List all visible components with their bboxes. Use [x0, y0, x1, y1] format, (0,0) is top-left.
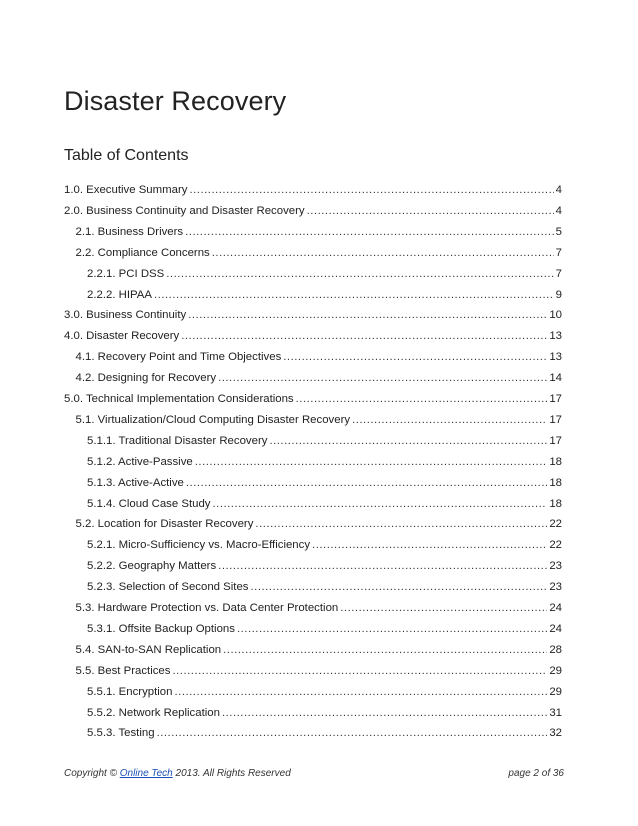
toc-entry-label: 5.5.2. Network Replication — [87, 706, 220, 719]
online-tech-link[interactable]: Online Tech — [119, 768, 173, 779]
toc-leader-dots — [185, 225, 554, 239]
toc-leader-dots — [296, 392, 548, 406]
toc-entry[interactable] — [64, 175, 562, 197]
toc-entry[interactable] — [76, 217, 563, 239]
toc-leader-dots — [195, 455, 548, 469]
toc-entry[interactable] — [76, 635, 563, 657]
toc-entry-page: 10 — [549, 309, 562, 322]
toc-entry[interactable] — [87, 468, 562, 490]
toc-leader-dots — [352, 413, 547, 427]
toc-leader-dots — [255, 517, 547, 531]
toc-entry[interactable] — [87, 447, 562, 469]
toc-entry[interactable] — [87, 551, 562, 573]
toc-entry-page: 4 — [555, 204, 562, 217]
toc-leader-dots — [237, 622, 547, 636]
toc-leader-dots — [340, 601, 547, 615]
toc-entry-label: 4.1. Recovery Point and Time Objectives — [75, 351, 282, 364]
toc-entry[interactable] — [64, 384, 562, 406]
toc-entry-page: 24 — [549, 622, 562, 635]
copyright-notice — [64, 768, 291, 779]
toc-entry-label: 5.1.3. Active-Active — [87, 476, 184, 489]
toc-entry[interactable] — [87, 572, 562, 594]
toc-entry[interactable] — [76, 363, 563, 385]
copyright-suffix: 2013. All Rights Reserved — [172, 768, 291, 779]
toc-entry-page: 17 — [549, 393, 562, 405]
toc-entry[interactable] — [87, 614, 562, 636]
toc-leader-dots — [186, 476, 547, 490]
toc-entry[interactable] — [87, 489, 562, 511]
toc-entry-label: 5.5.3. Testing — [87, 727, 155, 740]
toc-entry-label: 5.2.3. Selection of Second Sites — [87, 581, 249, 594]
toc-entry-page: 4 — [555, 184, 562, 196]
toc-entry-label: 5.2.2. Geography Matters — [87, 560, 217, 573]
toc-entry-label: 5.5.1. Encryption — [87, 685, 173, 698]
toc-entry[interactable] — [76, 238, 563, 260]
toc-entry-label: 2.2. Compliance Concerns — [75, 246, 210, 259]
toc-entry[interactable] — [87, 259, 562, 281]
toc-entry-page: 18 — [549, 497, 562, 510]
toc-entry-label: 5.1. Virtualization/Cloud Computing Disaster Recovery — [75, 413, 351, 426]
toc-entry-label: 2.0. Business Continuity and Disaster Recovery — [64, 204, 305, 217]
toc-entry[interactable] — [64, 321, 562, 343]
toc-entry-label: 5.0. Technical Implementation Considerations — [64, 393, 294, 405]
toc-leader-dots — [212, 246, 554, 260]
toc-entry-page: 13 — [549, 351, 562, 364]
toc-entry-page: 23 — [549, 560, 562, 573]
toc-leader-dots — [218, 559, 547, 573]
toc-entry-page: 29 — [549, 685, 562, 698]
toc-entry-label: 5.1.4. Cloud Case Study — [87, 497, 211, 510]
toc-leader-dots — [218, 371, 547, 385]
toc-leader-dots — [212, 497, 547, 511]
toc-entry-page: 14 — [549, 372, 562, 385]
toc-leader-dots — [222, 706, 547, 720]
toc-entry-page: 18 — [549, 455, 562, 468]
copyright-prefix: Copyright © — [64, 768, 120, 779]
toc-entry-label: 5.4. SAN-to-SAN Replication — [75, 643, 222, 656]
toc-entry[interactable] — [76, 593, 563, 615]
toc-entry-label: 5.3. Hardware Protection vs. Data Center Protection — [75, 602, 339, 614]
toc-entry-page: 7 — [555, 246, 562, 259]
toc-entry-page: 32 — [549, 727, 562, 740]
toc-entry-page: 5 — [555, 225, 562, 238]
toc-leader-dots — [174, 685, 547, 699]
toc-entry-page: 17 — [549, 413, 562, 426]
toc-entry-page: 9 — [555, 288, 562, 301]
toc-entry[interactable] — [64, 300, 562, 322]
toc-entry[interactable] — [87, 698, 562, 720]
toc-entry[interactable] — [87, 677, 562, 699]
toc-entry-label: 3.0. Business Continuity — [64, 309, 187, 322]
toc-entry-page: 31 — [549, 706, 562, 719]
toc-leader-dots — [283, 350, 547, 364]
page-number: page 2 of 36 — [508, 768, 564, 779]
toc-entry-page: 22 — [549, 518, 562, 531]
toc-entry[interactable] — [76, 656, 563, 678]
toc-entry[interactable] — [87, 530, 562, 552]
document-title: Disaster Recovery — [64, 86, 287, 116]
toc-entry-page: 29 — [549, 664, 562, 677]
toc-entry[interactable] — [64, 196, 562, 218]
toc-entry-label: 5.5. Best Practices — [75, 664, 171, 677]
toc-entry-label: 5.2. Location for Disaster Recovery — [75, 518, 254, 531]
toc-leader-dots — [269, 434, 547, 448]
toc-leader-dots — [166, 267, 553, 281]
toc-entry-page: 28 — [549, 643, 562, 656]
toc-entry-page: 22 — [549, 539, 562, 552]
toc-entry-label: 5.1.1. Traditional Disaster Recovery — [87, 434, 268, 447]
toc-entry-page: 24 — [549, 602, 562, 614]
toc-leader-dots — [223, 643, 547, 657]
toc-leader-dots — [307, 204, 554, 218]
toc-entry-label: 2.2.1. PCI DSS — [87, 267, 165, 280]
toc-entry-label: 5.2.1. Micro-Sufficiency vs. Macro-Efficiency — [87, 539, 311, 552]
toc-entry-page: 23 — [549, 581, 562, 594]
toc-entry-page: 18 — [549, 476, 562, 489]
toc-entry-label: 4.0. Disaster Recovery — [64, 330, 180, 343]
toc-entry[interactable] — [87, 280, 562, 302]
toc-heading: Table of Contents — [64, 147, 189, 164]
toc-entry-page: 13 — [549, 330, 562, 343]
toc-entry-page: 17 — [549, 434, 562, 447]
toc-leader-dots — [312, 538, 547, 552]
toc-leader-dots — [181, 329, 547, 343]
toc-entry-label: 4.2. Designing for Recovery — [75, 372, 217, 385]
toc-entry[interactable] — [76, 405, 563, 427]
toc-entry-label: 2.2.2. HIPAA — [87, 288, 153, 301]
toc-entry-label: 5.1.2. Active-Passive — [87, 455, 193, 468]
toc-entry-label: 2.1. Business Drivers — [75, 225, 184, 238]
toc-entry-label: 5.3.1. Offsite Backup Options — [87, 622, 235, 635]
toc-leader-dots — [154, 288, 554, 302]
toc-entry[interactable] — [87, 426, 562, 448]
toc-leader-dots — [172, 664, 547, 678]
toc-entry[interactable] — [87, 718, 562, 740]
toc-entry-label: 1.0. Executive Summary — [64, 184, 188, 196]
toc-leader-dots — [188, 308, 547, 322]
toc-entry[interactable] — [76, 342, 563, 364]
toc-entry[interactable] — [76, 509, 563, 531]
toc-leader-dots — [157, 726, 548, 740]
toc-leader-dots — [250, 580, 547, 594]
toc-entry-page: 7 — [555, 267, 562, 280]
toc-leader-dots — [189, 183, 553, 197]
page-footer — [64, 768, 564, 779]
